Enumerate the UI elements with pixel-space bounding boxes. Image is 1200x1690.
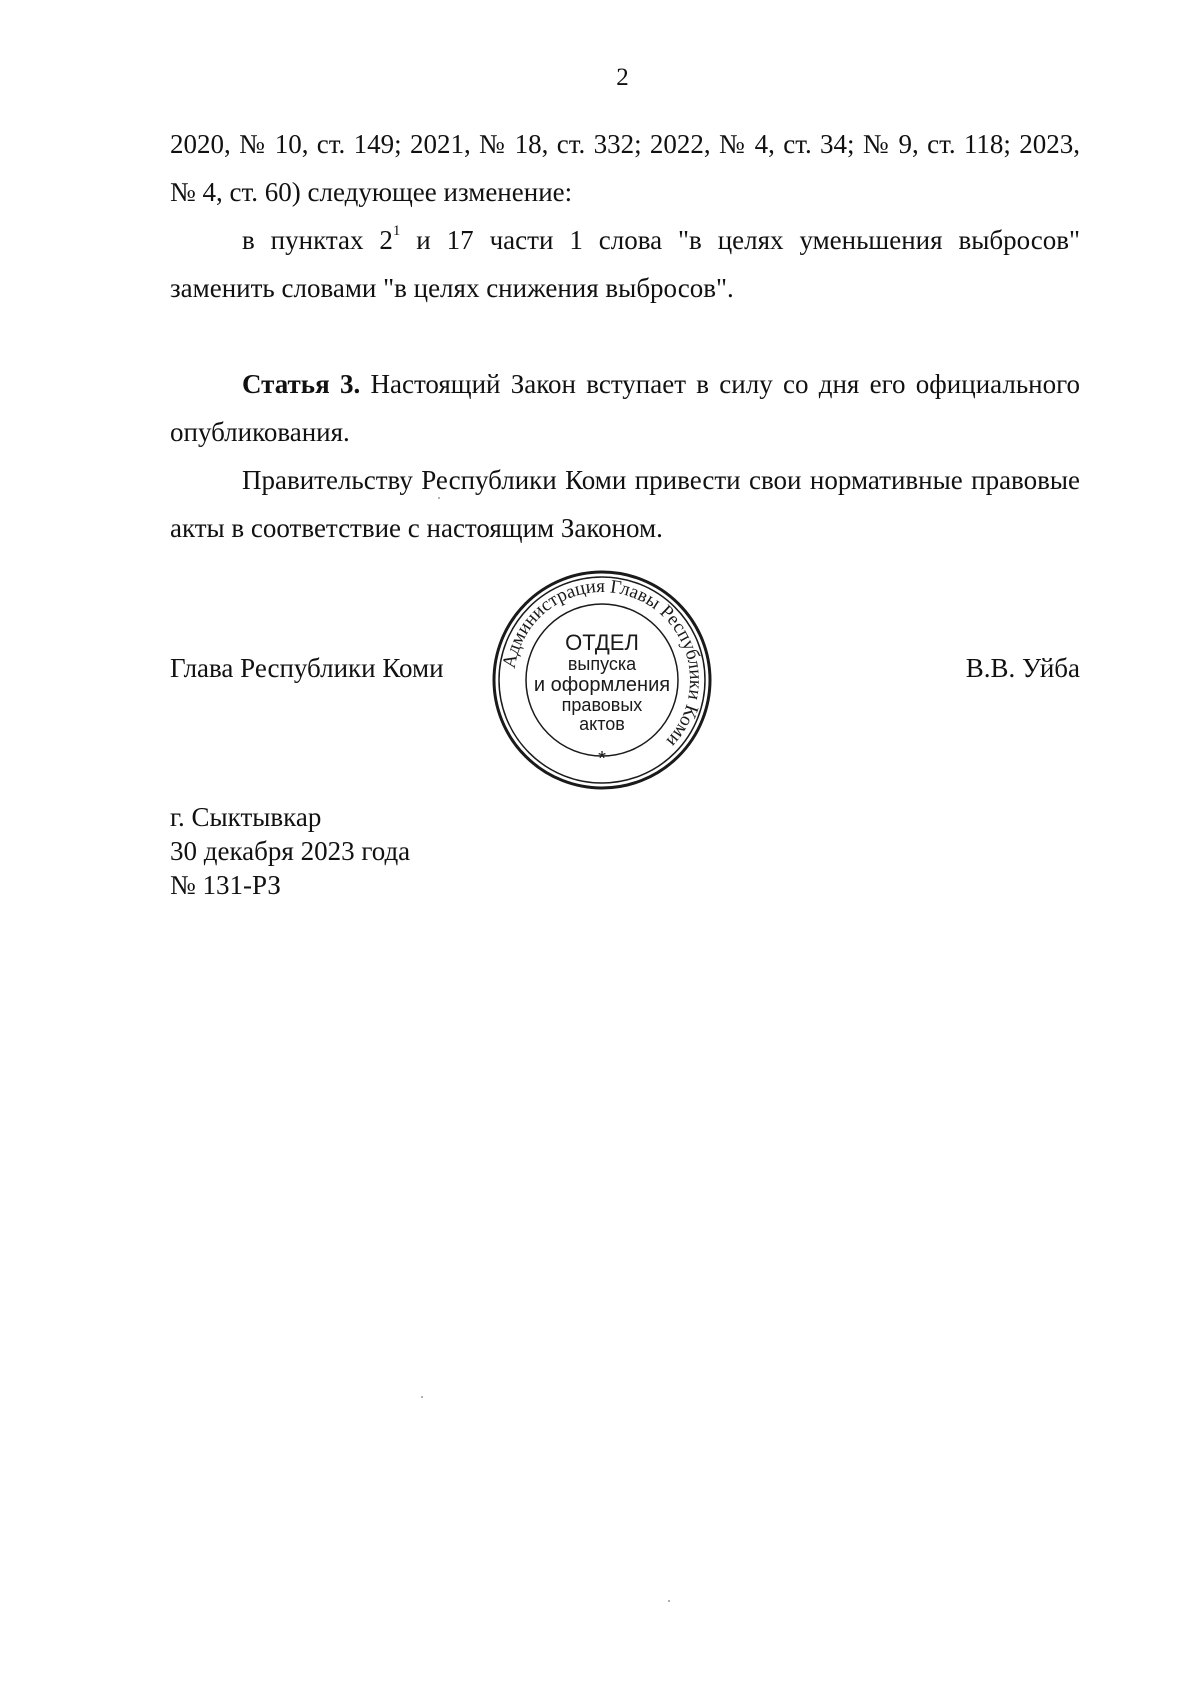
signature-name: В.В. Уйба: [965, 653, 1080, 683]
intro-line-2: № 4, ст. 60) следующее изменение:: [170, 177, 573, 207]
intro-line-1: 2020, № 10, ст. 149; 2021, № 18, ст. 332; 2022, № 4, ст. 34; № 9, ст. 118; 2023,: [170, 129, 1080, 159]
seal-line-2: выпуска: [567, 654, 637, 674]
seal-line-5: актов: [579, 714, 625, 734]
footer-number: № 131-РЗ: [170, 870, 281, 900]
seal-ring-text: Администрация Главы Республики Коми: [498, 575, 707, 752]
seal-star: *: [598, 748, 606, 770]
article-3-text: [170, 360, 1080, 456]
article-3-paragraph: [170, 360, 1080, 456]
change-text: [170, 216, 1080, 312]
scan-speck: [421, 1396, 423, 1398]
government-text: Правительству Республики Коми привести свои нормативные правовые акты в соответствие с настоящим Законом.: [170, 465, 1080, 543]
official-seal-stamp: [487, 565, 717, 795]
government-paragraph: [170, 456, 1080, 552]
document-footer: [170, 800, 410, 902]
change-text-end: и 17 части 1 слова "в целях уменьшения выбросов" заменить словами "в целях снижения выбросов".: [170, 225, 1080, 303]
change-superscript: 1: [392, 223, 401, 239]
footer-date: 30 декабря 2023 года: [170, 836, 411, 866]
signature-title: Глава Республики Коми: [170, 653, 444, 683]
article-3-body: Настоящий Закон вступает в силу со дня его официального опубликования.: [170, 369, 1080, 447]
change-text-start: в пунктах 2: [242, 225, 393, 255]
seal-line-4: правовых: [561, 695, 643, 715]
scan-speck: [668, 1600, 670, 1602]
seal-line-1: ОТДЕЛ: [565, 630, 639, 655]
article-3-label: Статья 3.: [242, 369, 361, 399]
page-number: 2: [616, 64, 629, 91]
footer-city: г. Сыктывкар: [170, 802, 322, 832]
scan-speck: [438, 497, 440, 499]
change-paragraph: [170, 216, 1080, 312]
seal-line-3: и оформления: [533, 674, 671, 696]
intro-paragraph: [170, 120, 1080, 216]
